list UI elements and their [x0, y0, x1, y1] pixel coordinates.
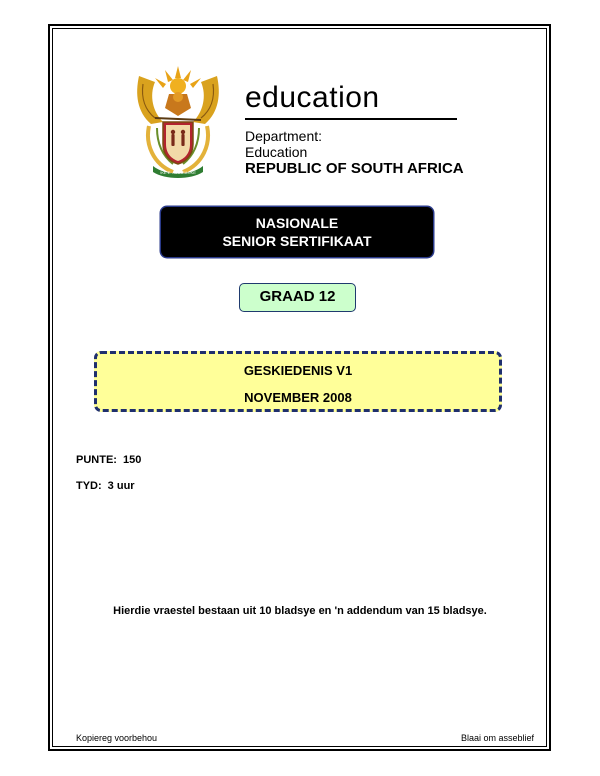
- exam-title-line1: NASIONALE: [255, 215, 339, 231]
- department-sub: Education: [245, 144, 308, 160]
- marks-label: PUNTE:: [76, 454, 117, 466]
- country-name: REPUBLIC OF SOUTH AFRICA: [245, 160, 464, 177]
- emblem-motto: !KE E: /XARRA //KE: [160, 170, 196, 175]
- subject-title: GESKIEDENIS V1: [243, 363, 353, 378]
- exam-session: NOVEMBER 2008: [244, 390, 352, 405]
- footer-copyright: Kopiereg voorbehou: [76, 733, 158, 743]
- department-label: Department:: [245, 128, 323, 144]
- department-rule: [245, 118, 457, 120]
- department-name: education: [245, 81, 380, 114]
- coat-of-arms-icon: [133, 64, 223, 180]
- exam-title-box: [161, 207, 433, 257]
- department-logo-text: [245, 80, 464, 178]
- time-label: TYD:: [76, 480, 102, 492]
- time-value: 3 uur: [107, 480, 135, 492]
- exam-title-line2: SENIOR SERTIFIKAAT: [222, 233, 372, 249]
- subject-box: [94, 351, 502, 412]
- time-line: [76, 480, 135, 492]
- marks-line: [76, 454, 141, 466]
- page-count-note: Hierdie vraestel bestaan uit 10 bladsye en 'n addendum van 15 bladsye.: [113, 605, 487, 617]
- marks-value: 150: [122, 454, 142, 466]
- grade-box: GRAAD 12: [239, 283, 356, 312]
- footer-turn-over: Blaai om asseblief: [460, 733, 534, 743]
